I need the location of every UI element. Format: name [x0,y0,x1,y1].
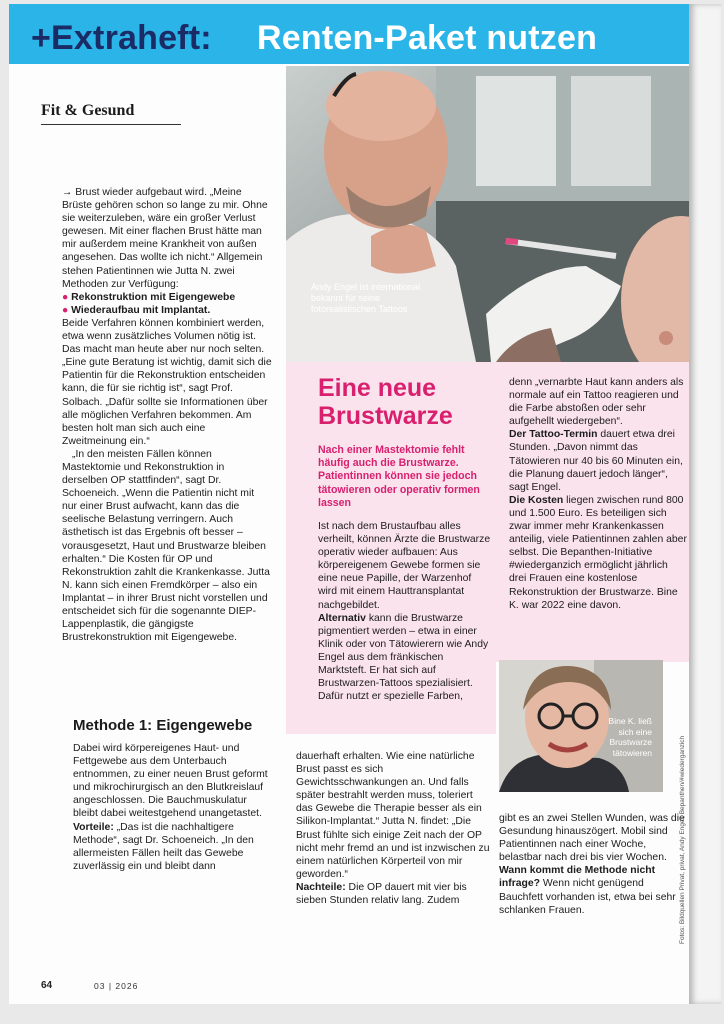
nipple-info-box-column-2 [496,362,689,662]
alt-label: Alternativ [318,612,366,624]
box-paragraph-1: Ist nach dem Brustaufbau alles verheilt, können Ärzte die Brustwarze operativ wieder aufbauen: Aus körpereigenem Gewebe formen sie eine neue Papille, der Warzenhof wird mit einem Hauttransplantat nachgebildet. [318,521,491,611]
photo-caption-bine: Bine K. ließ sich eine Brustwarze tätowieren [608,716,652,758]
tattoo-artist-illustration [286,66,689,362]
question-label: Wann kommt die Methode nicht infrage? [499,865,656,890]
box-paragraph-4 [509,428,687,493]
photo-credit: Fotos: Bildquellen Privat, privat, Andy Engel, Bepanthen/#wiederganzich [679,735,686,944]
box-paragraph-3: denn „vernarbte Haut kann anders als normale auf ein Tattoo reagieren und die Farbe abstoßen oder sehr aufgehellt wiedergeben“. [509,377,684,428]
tattoo-term-label: Der Tattoo-Termin [509,429,598,441]
article-column-3 [499,812,689,917]
section-heading-method-1: Methode 1: Eigengewebe [73,717,253,734]
box-lead: Nach einer Mastektomie fehlt häufig auch die Brustwarze. Patientinnen können sie jedoch tätowieren oder operativ formen lassen [318,444,480,509]
magazine-page [9,4,689,1004]
page-number: 64 [41,980,53,991]
col2-paragraph-1: dauerhaft erhalten. Wie eine natürliche Brust passt es sich Gewichtsschwankungen an. Und falls später bestrahlt werden muss, toleriert das Gewebe die Therapie besser als ein Silikon-Implantat.“ Jutta N. findet: „Die Brust fühlte sich einige Zeit nach der OP nicht mehr fremd an und ist inzwischen zu einem natürlichen Körperteil von mir geworden.“ [296,751,490,880]
cons-label: Nachteile: [296,881,346,893]
box-body-column-1 [318,520,493,703]
cost-label: Die Kosten [509,494,564,506]
pros-label: Vorteile: [73,821,114,833]
box-paragraph-5 [509,494,687,612]
issue-date: 03 | 2026 [94,981,139,991]
box-body-column-2 [509,376,687,612]
banner-prefix: +Extraheft: [31,19,212,57]
article-column-2 [296,750,491,907]
box-title: Eine neue Brustwarze [318,374,453,430]
pros-text: „Das ist die nachhaltigere Methode“, sagt Dr. Schoeneich. „In den allermeisten Fällen heilt das Gewebe zuverlässig ein und bleibt dann [73,821,254,872]
cost-text: liegen zwischen rund 800 und 1.500 Euro. Es beteiligen sich zwar immer mehr Krankenkassen anteilig, viele Patientinnen zahlen aber selbst. Die Bepanthen-Initiative #wiederganzich ermöglicht jährlich drei Frauen eine kostenlose Rekonstruktion der Brustwarze. Bine K. war 2022 eine davon. [509,494,687,611]
col1-paragraph-4: Dabei wird körpereigenes Haut- und Fettgewebe aus dem Unterbauch entnommen, zu einer neuen Brust geformt und mikrochirurgisch an den Blutkreislauf angeschlossen. Die Bauchmuskulatur bleibt dabei weitestgehend unangetastet. [73,743,268,820]
tattoo-artist-photo [286,66,689,362]
photo-caption-andy: Andy Engel ist international bekannt für seine fotorealistischen Tattoos [311,282,421,314]
cons-paragraph [296,881,491,907]
bullet-1: Rekonstruktion mit Eigengewebe [71,291,236,303]
article-column-1 [62,186,272,644]
bullet-2: Wiederaufbau mit Implantat. [71,304,211,316]
rubric-underline [41,124,181,125]
tattoo-term-text: dauert etwa drei Stunden. „Davon nimmt das Tätowieren nur 40 bis 60 Minuten ein, die Planung dauert jedoch länger“, sagt Engel. [509,429,683,493]
cons-text: Die OP dauert mit vier bis sieben Stunden relativ lang. Zudem [296,881,467,907]
pros-paragraph [73,821,273,873]
alt-text: kann die Brustwarze pigmentiert werden – etwa in einer Klinik oder von Tätowierern wie Andy Engel aus dem fränkischen Marktsteft. Er hat sich auf Brustwarzen-Tattoos spezialisiert. Dafür nutzt er spezielle Farben, [318,612,489,703]
col1-paragraph-3: „In den meisten Fällen können Mastektomie und Rekonstruktion in derselben OP stattfinden“, sagt Dr. Schoeneich. „Wenn die Patientin nicht mit nur einer Brust aufwacht, kann das die seelische Belastung verringern. Auch ästhetisch ist das Ergebnis oft besser – vorausgesetzt, Haut und Brustwarze bleiben erhalten.“ Die Kosten für OP und Rekonstruktion zahlt die Krankenkasse. Jutta N. kann sich einen Fremdkörper – also ein Implantat – in ihrer Brust nicht vorstellen und entscheidet sich für die sogenannte DIEP-Lappenplastik, die gängigste Brustrekonstruktion mit Eigengewebe. [62,448,270,644]
question-paragraph [499,864,689,916]
bullet-item: ● Wiederaufbau mit Implantat. [62,304,211,316]
box-paragraph-2 [318,612,493,704]
col1-paragraph-1: → Brust wieder aufgebaut wird. „Meine Brüste gehören schon so lange zu mir. Ohne sie weiterzuleben, wäre ein großer Verlust gewesen. Mit einer flachen Brust hätte man mir außerdem meine Krankheit von außen angesehen. Das wollte ich nicht.“ Allgemein stehen Patientinnen wie Jutta N. zwei Methoden zur Verfügung: [62,187,268,290]
col3-paragraph-1: gibt es an zwei Stellen Wunden, was die Gesundung hinauszögert. Mobil sind Patientinnen nach einer Woche, belastbar nach drei bis vier Wochen. [499,813,685,864]
question-text: Wenn nicht genügend Bauchfett vorhanden ist, etwa bei sehr schlanken Frauen. [499,878,676,916]
section-rubric: Fit & Gesund [41,102,135,119]
banner-title: Renten-Paket nutzen [257,19,598,57]
col1-paragraph-2: Beide Verfahren können kombiniert werden, etwa wenn zusätzliches Volumen nötig ist. Das macht man heute aber nur noch selten. „Eine gute Beratung ist wichtig, damit sich die Patientin für die Rekonstruktion entscheiden kann, die für sie richtig ist“, sagt Prof. Solbach. „Dafür sollte sie Informationen über alle möglichen Verfahren bekommen. Am besten holt man sich auch eine Zweitmeinung ein.“ [62,317,272,447]
extraheft-banner[interactable] [9,4,689,64]
article-column-1-lower [73,742,273,873]
next-page-edge [689,4,721,1004]
bullet-item: ● Rekonstruktion mit Eigengewebe [62,291,236,303]
nipple-info-box [286,362,496,734]
